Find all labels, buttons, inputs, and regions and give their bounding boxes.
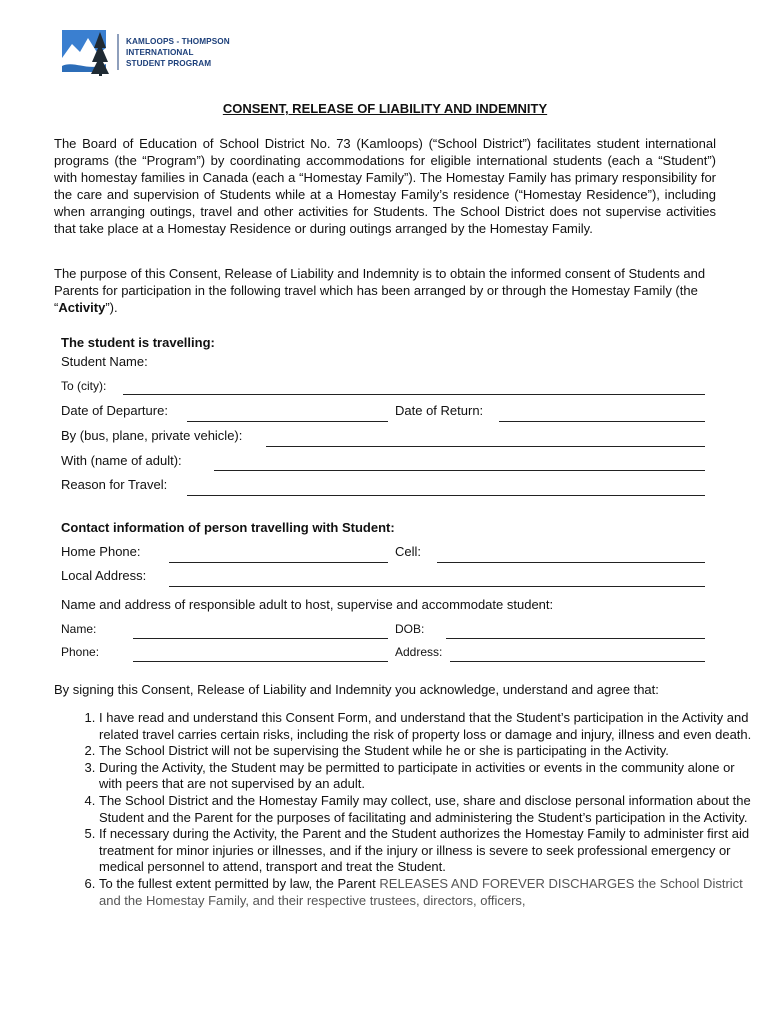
- cell-field[interactable]: [437, 562, 705, 563]
- program-logo: [62, 28, 232, 76]
- term-item-4: 4. The School District and the Homestay Family may collect, use, share and disclose personal information about the Student and the Parent for the purposes of facilitating and administering the Student’s participation in the Activity.: [99, 793, 759, 826]
- student-name-label: Student Name:: [61, 354, 148, 369]
- host-phone-field[interactable]: [133, 661, 388, 662]
- departure-label: Date of Departure:: [61, 403, 168, 418]
- terms-list: [54, 710, 759, 909]
- term-item-5: 5. If necessary during the Activity, the Parent and the Student authorizes the Homestay Family to administer first aid treatment for minor injuries or illnesses, and if the injury or illness is severe to seek professional emergency or medical personnel to attend, transport and treat the Student.: [99, 826, 759, 876]
- reason-label: Reason for Travel:: [61, 477, 168, 492]
- logo-line-1: KAMLOOPS - THOMPSON: [126, 37, 230, 46]
- term-6-release-text: RELEASES AND FOREVER DISCHARGES the School District and the Homestay Family, and their respective trustees, directors, officers,: [99, 875, 743, 908]
- travel-section-heading: The student is travelling:: [61, 335, 215, 350]
- host-name-label: Name:: [61, 622, 97, 636]
- purpose-text-start: The purpose of this Consent, Release of Liability and Indemnity is to obtain the informed consent of Students and Parents for participation in the following travel which has been arranged by or through the Homestay Family (the “: [54, 266, 706, 315]
- purpose-activity-term: Activity: [58, 300, 106, 315]
- adult-name-field[interactable]: [214, 470, 705, 471]
- home-phone-label: Home Phone:: [61, 544, 141, 559]
- purpose-text-end: ”).: [105, 300, 118, 315]
- departure-date-field[interactable]: [187, 421, 388, 422]
- host-prompt: Name and address of responsible adult to host, supervise and accommodate student:: [61, 597, 554, 612]
- intro-paragraph: The Board of Education of School District No. 73 (Kamloops) (“School District”) facilitates student international programs (the “Program”) by coordinating accommodations for eligible international students (each a “Student”) with homestay families in Canada (each a “Homestay Family”). The Homestay Family has primary responsibility for the care and supervision of Students while at a Homestay Family’s residence (“Homestay Residence”), including when arranging outings, travel and other activities for Students. The School District does not supervise activities that take place at a Homestay Residence or during outings arranged by the Homestay Family.: [54, 136, 716, 236]
- document-title: CONSENT, RELEASE OF LIABILITY AND INDEMNITY: [222, 101, 548, 116]
- term-item-3: 3. During the Activity, the Student may be permitted to participate in activities or events in the community alone or with peers that are not supervised by an adult.: [99, 760, 759, 793]
- term-item-1: 1. I have read and understand this Consent Form, and understand that the Student’s participation in the Activity and related travel carries certain risks, including the risk of property loss or damage and injury, illness and even death.: [99, 710, 759, 743]
- dob-label: DOB:: [395, 622, 425, 636]
- dob-field[interactable]: [446, 638, 705, 639]
- host-name-field[interactable]: [133, 638, 388, 639]
- logo-line-2: INTERNATIONAL: [126, 48, 194, 57]
- travel-mode-field[interactable]: [266, 446, 705, 447]
- reason-field[interactable]: [187, 495, 705, 496]
- mountain-logo-icon: [62, 28, 120, 76]
- purpose-paragraph: [54, 265, 716, 316]
- term-item-2: 2. The School District will not be supervising the Student while he or she is participating in the Activity.: [99, 743, 759, 760]
- local-address-field[interactable]: [169, 586, 705, 587]
- contact-section-heading: Contact information of person travelling with Student:: [61, 520, 395, 535]
- to-city-field[interactable]: [123, 394, 705, 395]
- host-phone-label: Phone:: [61, 645, 100, 659]
- logo-line-3: STUDENT PROGRAM: [126, 59, 212, 68]
- adult-name-label: With (name of adult):: [61, 453, 182, 468]
- term-6-start: To the fullest extent permitted by law, the Parent: [99, 875, 380, 891]
- term-item-6: [99, 876, 759, 909]
- home-phone-field[interactable]: [169, 562, 388, 563]
- to-city-label: To (city):: [61, 379, 107, 393]
- return-label: Date of Return:: [395, 403, 484, 418]
- local-address-label: Local Address:: [61, 568, 147, 583]
- travel-mode-label: By (bus, plane, private vehicle):: [61, 428, 243, 443]
- acknowledgement-intro: By signing this Consent, Release of Liability and Indemnity you acknowledge, understand and agree that:: [54, 682, 659, 697]
- return-date-field[interactable]: [499, 421, 705, 422]
- host-address-label: Address:: [395, 645, 443, 659]
- host-address-field[interactable]: [450, 661, 705, 662]
- cell-label: Cell:: [395, 544, 422, 559]
- logo-text: [126, 36, 230, 69]
